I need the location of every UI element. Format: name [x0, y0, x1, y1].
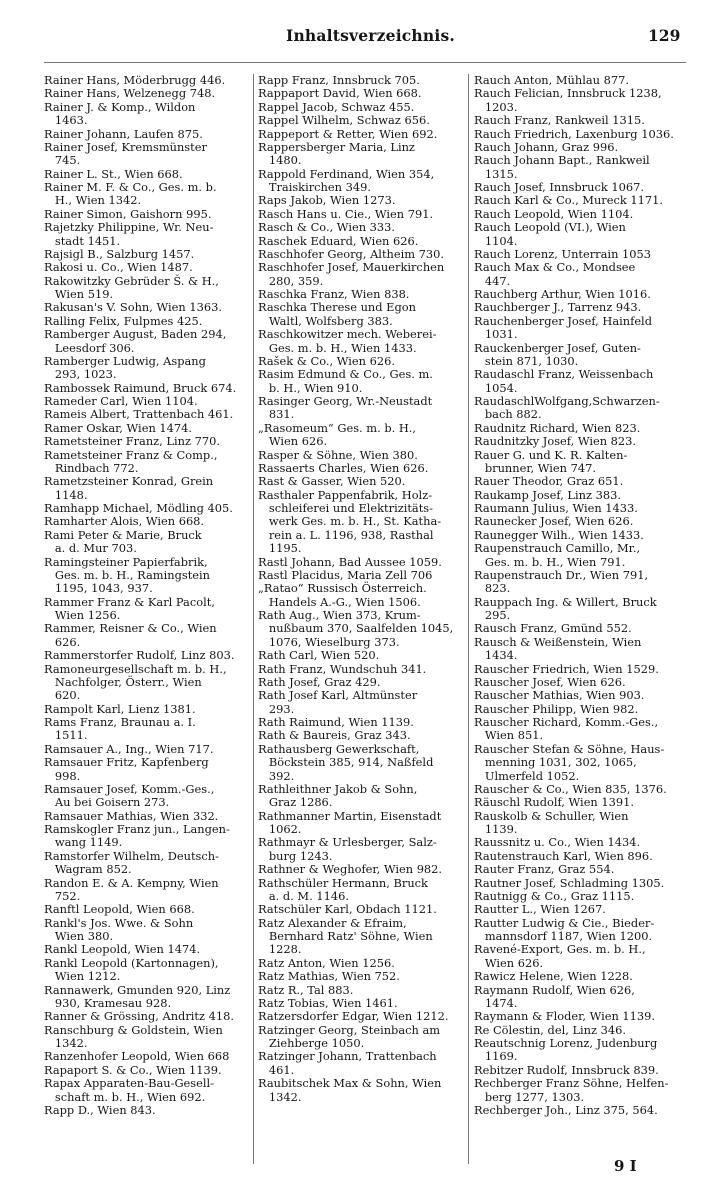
index-column-1: [44, 74, 247, 1162]
index-entry-line: 295.: [474, 608, 511, 622]
index-entry-line: schaft m. b. H., Wien 692.: [44, 1089, 206, 1104]
index-entry-line: 1203.: [474, 99, 518, 114]
index-entry-line: Rametzsteiner Konrad, Grein: [44, 474, 214, 489]
index-entry-line: Rauch Karl & Co., Mureck 1171.: [474, 193, 664, 208]
index-entry-line: Rawicz Helene, Wien 1228.: [474, 969, 633, 984]
column-divider-1: [253, 74, 254, 1164]
index-entry-line: Wagram 852.: [44, 862, 132, 877]
index-entry-line: Rappel Wilhelm, Schwaz 656.: [258, 113, 430, 128]
index-entry-line: Ratz Mathias, Wien 752.: [258, 969, 400, 984]
index-entry-line: Rathschüler Hermann, Bruck: [258, 875, 428, 890]
index-entry-line: burg 1243.: [258, 848, 333, 863]
index-entry-line: Rauchenberger Josef, Hainfeld: [474, 313, 652, 328]
index-entry-line: Ramstorfer Wilhelm, Deutsch-: [44, 848, 219, 863]
index-entry-line: Rathner & Weghofer, Wien 982.: [258, 862, 443, 877]
index-entry-line: Rakusan's V. Sohn, Wien 1363.: [44, 300, 222, 315]
index-entry-line: Rapp D., Wien 843.: [44, 1102, 156, 1117]
index-entry-line: Rath & Baureis, Graz 343.: [258, 728, 411, 743]
index-entry-line: 1062.: [258, 822, 302, 836]
index-entry-line: Raschek Eduard, Wien 626.: [258, 233, 419, 248]
index-entry-line: Rauch Max & Co., Mondsee: [474, 260, 636, 275]
index-entry-line: Au bei Goisern 273.: [44, 795, 170, 810]
index-entry-line: 293.: [258, 701, 295, 716]
index-entry-line: Räuschl Rudolf, Wien 1391.: [474, 795, 635, 810]
index-entry-line: Ges. m. b. H., Wien 1433.: [258, 340, 417, 355]
index-entry-line: a. d. M. 1146.: [258, 888, 349, 903]
index-entry-line: Rasch & Co., Wien 333.: [258, 220, 396, 235]
index-entry-line: Ramskogler Franz jun., Langen-: [44, 822, 230, 836]
index-entry-line: H., Wien 1342.: [44, 193, 142, 208]
index-entry-line: Ramhapp Michael, Mödling 405.: [44, 501, 233, 515]
index-entry-line: Rappeport & Retter, Wien 692.: [258, 126, 438, 141]
index-entry-line: Rauch Johann Bapt., Rankweil: [474, 153, 650, 168]
index-entry-line: Rauscher Richard, Komm.-Ges.,: [474, 715, 659, 729]
index-entry-line: Rathmayr & Urlesberger, Salz-: [258, 835, 437, 850]
index-entry-line: 461.: [258, 1062, 295, 1077]
index-entry-line: Rainer Johann, Laufen 875.: [44, 126, 203, 141]
index-entry-line: Raupenstrauch Dr., Wien 791,: [474, 567, 649, 582]
index-entry-line: 1511.: [44, 728, 88, 743]
index-entry-line: Ulmerfeld 1052.: [474, 768, 580, 783]
index-column-2: [258, 74, 461, 1162]
index-entry-line: Raschka Therese und Egon: [258, 300, 416, 315]
index-entry-line: 293, 1023.: [44, 367, 117, 382]
index-entry-line: 1480.: [258, 153, 302, 168]
index-entry-line: Rappel Jacob, Schwaz 455.: [258, 99, 415, 114]
index-entry-line: Ramsauer Fritz, Kapfenberg: [44, 755, 209, 770]
index-entry-line: Re Cölestin, del, Linz 346.: [474, 1022, 626, 1037]
index-entry-line: Ramsauer Josef, Komm.-Ges.,: [44, 781, 215, 796]
index-entry-line: Raymann Rudolf, Wien 626,: [474, 982, 635, 997]
index-entry-line: Rasch Hans u. Cie., Wien 791.: [258, 206, 434, 221]
index-entry-line: Ramer Oskar, Wien 1474.: [44, 420, 193, 435]
index-entry-line: Rameis Albert, Trattenbach 461.: [44, 407, 234, 422]
index-entry-line: Ratz Tobias, Wien 1461.: [258, 995, 398, 1010]
index-entry-line: Raps Jakob, Wien 1273.: [258, 193, 396, 208]
index-entry-line: Rath Carl, Wien 520.: [258, 648, 380, 663]
index-entry-line: Raudaschl Franz, Weissenbach: [474, 367, 654, 382]
index-entry-line: Rausch & Weißenstein, Wien: [474, 634, 642, 649]
index-entry-line: Rampolt Karl, Lienz 1381.: [44, 701, 196, 716]
index-entry-line: Rechberger Franz Söhne, Helfen-: [474, 1076, 669, 1091]
index-entry-line: Böckstein 385, 914, Naßfeld: [258, 755, 434, 770]
index-entry-line: Ramsauer A., Ing., Wien 717.: [44, 741, 214, 756]
index-entry-line: 752.: [44, 888, 81, 903]
index-entry-line: Rappaport David, Wien 668.: [258, 86, 422, 101]
index-entry-line: Raschka Franz, Wien 838.: [258, 287, 410, 301]
index-entry-line: 620.: [44, 688, 81, 703]
index-entry-line: Rauch Leopold, Wien 1104.: [474, 206, 634, 221]
index-entry-line: Bernhard Ratz' Söhne, Wien: [258, 929, 433, 943]
index-entry-line: 930, Kramesau 928.: [44, 995, 172, 1010]
index-entry-line: Rams Franz, Braunau a. I.: [44, 715, 196, 729]
index-entry-line: Rauch Franz, Rankweil 1315.: [474, 113, 645, 128]
index-entry-line: Ramingsteiner Papierfabrik,: [44, 554, 208, 569]
index-entry-line: 1195, 1043, 937.: [44, 581, 153, 596]
index-entry-line: Rammerstorfer Rudolf, Linz 803.: [44, 648, 235, 663]
index-entry-line: Rauscher & Co., Wien 835, 1376.: [474, 781, 667, 796]
index-entry-line: Leesdorf 306.: [44, 340, 135, 355]
index-entry-line: 280, 359.: [258, 273, 324, 288]
index-entry-line: Rautter Ludwig & Cie., Bieder-: [474, 915, 655, 930]
index-entry-line: Rameder Carl, Wien 1104.: [44, 394, 198, 408]
index-entry-line: Raschkowitzer mech. Weberei-: [258, 327, 437, 342]
index-entry-line: Rastl Placidus, Maria Zell 706: [258, 567, 433, 582]
index-entry-line: Rambossek Raimund, Bruck 674.: [44, 380, 237, 395]
index-entry-line: Rasper & Söhne, Wien 380.: [258, 447, 418, 462]
index-entry-line: Ramoneurgesellschaft m. b. H.,: [44, 661, 227, 676]
index-entry-line: Raudnitz Richard, Wien 823.: [474, 420, 641, 435]
index-entry-line: Rauch Josef, Innsbruck 1067.: [474, 180, 644, 194]
index-entry-line: Rakosi u. Co., Wien 1487.: [44, 260, 193, 275]
index-entry-line: Wien 626.: [258, 434, 328, 449]
index-entry-line: Rautenstrauch Karl, Wien 896.: [474, 848, 653, 863]
index-entry-line: Rauscher Josef, Wien 626.: [474, 674, 626, 689]
index-entry-line: Rauer Theodor, Graz 651.: [474, 474, 624, 489]
index-entry-line: Rauch Friedrich, Laxenburg 1036.: [474, 126, 674, 141]
index-entry-line: Ranftl Leopold, Wien 668.: [44, 902, 195, 917]
index-entry-line: Rauch Felician, Innsbruck 1238,: [474, 86, 662, 101]
index-entry-line: Raymann & Floder, Wien 1139.: [474, 1009, 656, 1024]
index-entry-line: nußbaum 370, Saalfelden 1045,: [258, 621, 454, 636]
index-entry-line: 1474.: [474, 995, 518, 1010]
index-entry-line: Rakowitzky Gebrüder Š. & H.,: [44, 273, 219, 288]
index-entry-line: Rajetzky Philippine, Wr. Neu-: [44, 220, 214, 235]
index-entry-line: Rappold Ferdinand, Wien 354,: [258, 166, 435, 181]
index-entry-line: 1195.: [258, 541, 302, 556]
index-entry-line: Rasim Edmund & Co., Ges. m.: [258, 367, 433, 382]
index-entry-line: Rauch Leopold (VI.), Wien: [474, 220, 626, 235]
index-entry-line: 1139.: [474, 822, 518, 836]
index-entry-line: Reautschnig Lorenz, Judenburg: [474, 1036, 658, 1050]
index-entry-line: Raubitschek Max & Sohn, Wien: [258, 1076, 442, 1091]
index-entry-line: Rathleithner Jakob & Sohn,: [258, 781, 418, 796]
index-entry-line: Rainer Josef, Kremsmünster: [44, 139, 207, 154]
index-entry-line: Rappersberger Maria, Linz: [258, 139, 415, 154]
index-entry-line: Raussnitz u. Co., Wien 1434.: [474, 835, 641, 850]
index-entry-line: Ramsauer Mathias, Wien 332.: [44, 808, 219, 823]
index-entry-line: Ratzinger Johann, Trattenbach: [258, 1049, 437, 1064]
index-entry-line: Rašek & Co., Wien 626.: [258, 353, 395, 368]
index-entry-line: Rasthaler Pappenfabrik, Holz-: [258, 487, 433, 502]
index-entry-line: Ratz Anton, Wien 1256.: [258, 955, 395, 970]
index-entry-line: brunner, Wien 747.: [474, 460, 596, 475]
index-entry-line: Raschhofer Georg, Altheim 730.: [258, 246, 445, 261]
index-entry-line: stein 871, 1030.: [474, 353, 579, 368]
index-entry-line: Rast & Gasser, Wien 520.: [258, 474, 406, 489]
index-entry-line: Rauch Lorenz, Unterrain 1053: [474, 246, 652, 261]
page-number: 129: [648, 26, 681, 45]
index-entry-line: Randon E. & A. Kempny, Wien: [44, 875, 219, 890]
index-entry-line: Rainer J. & Komp., Wildon: [44, 99, 196, 114]
index-entry-line: Rankl Leopold (Kartonnagen),: [44, 955, 219, 970]
index-entry-line: Rauch Anton, Mühlau 877.: [474, 74, 629, 87]
index-entry-line: 1031.: [474, 327, 518, 342]
index-entry-line: Rathmanner Martin, Eisenstadt: [258, 808, 442, 823]
index-entry-line: 1434.: [474, 648, 518, 663]
index-entry-line: Wien 851.: [474, 728, 544, 743]
index-entry-line: Rath Josef, Graz 429.: [258, 674, 381, 689]
index-entry-line: Rath Aug., Wien 373, Krum-: [258, 608, 421, 622]
index-entry-line: RaudaschlWolfgang,Schwarzen-: [474, 394, 660, 408]
index-entry-line: Raunecker Josef, Wien 626.: [474, 514, 634, 529]
index-entry-line: Handels A.-G., Wien 1506.: [258, 594, 421, 609]
index-entry-line: Rechberger Joh., Linz 375, 564.: [474, 1102, 658, 1117]
index-entry-line: Rauscher Philipp, Wien 982.: [474, 701, 639, 716]
index-entry-line: Ravené-Export, Ges. m. b. H.,: [474, 942, 646, 957]
index-entry-line: Rauscher Mathias, Wien 903.: [474, 688, 645, 703]
index-entry-line: Rapaport S. & Co., Wien 1139.: [44, 1062, 222, 1077]
index-entry-line: Rainer M. F. & Co., Ges. m. b.: [44, 180, 217, 194]
index-entry-line: Rautter L., Wien 1267.: [474, 902, 606, 917]
index-entry-line: Rauskolb & Schuller, Wien: [474, 808, 629, 823]
index-entry-line: Rannawerk, Gmunden 920, Linz: [44, 982, 231, 997]
index-entry-line: menning 1031, 302, 1065,: [474, 755, 637, 770]
index-entry-line: Rebitzer Rudolf, Innsbruck 839.: [474, 1062, 659, 1077]
index-entry-line: 1342.: [258, 1089, 302, 1104]
index-entry-line: Waltl, Wolfsberg 383.: [258, 313, 393, 328]
index-entry-line: Traiskirchen 349.: [258, 180, 371, 194]
index-entry-line: 1315.: [474, 166, 518, 181]
index-entry-line: Ranner & Grössing, Andritz 418.: [44, 1009, 234, 1024]
index-entry-line: Ralling Felix, Fulpmes 425.: [44, 313, 203, 328]
index-entry-line: 447.: [474, 273, 511, 288]
index-entry-line: 1076, Wieselburg 373.: [258, 634, 400, 649]
index-entry-line: Rath Franz, Wundschuh 341.: [258, 661, 427, 676]
index-entry-line: Raudnitzky Josef, Wien 823.: [474, 434, 637, 449]
index-entry-line: Raukamp Josef, Linz 383.: [474, 487, 621, 502]
index-entry-line: Ratzinger Georg, Steinbach am: [258, 1022, 441, 1037]
index-entry-line: Rath Raimund, Wien 1139.: [258, 715, 414, 729]
index-entry-line: 1054.: [474, 380, 518, 395]
index-entry-line: Wien 626.: [474, 955, 544, 970]
index-entry-line: werk Ges. m. b. H., St. Katha-: [258, 514, 442, 529]
index-entry-line: Ges. m. b. H., Wien 791.: [474, 554, 626, 569]
index-entry-line: 831.: [258, 407, 295, 422]
index-entry-line: Rauckenberger Josef, Guten-: [474, 340, 641, 355]
index-entry-line: 1169.: [474, 1049, 518, 1064]
index-entry-line: Rami Peter & Marie, Bruck: [44, 527, 202, 542]
column-divider-2: [468, 74, 469, 1164]
index-entry-line: 745.: [44, 153, 81, 168]
index-entry-line: Raupenstrauch Camillo, Mr.,: [474, 541, 641, 556]
index-entry-line: 1463.: [44, 113, 88, 128]
index-entry-line: Rautner Josef, Schladming 1305.: [474, 875, 665, 890]
index-entry-line: Raschhofer Josef, Mauerkirchen: [258, 260, 445, 275]
index-entry-line: a. d. Mur 703.: [44, 541, 137, 556]
header-rule: [44, 62, 686, 63]
index-entry-line: Rankl's Jos. Wwe. & Sohn: [44, 915, 194, 930]
index-entry-line: Rauchberg Arthur, Wien 1016.: [474, 287, 651, 301]
index-entry-line: Rauppach Ing. & Willert, Bruck: [474, 594, 657, 609]
index-entry-line: Rauer G. und K. R. Kalten-: [474, 447, 628, 462]
index-entry-line: Ratschüler Karl, Obdach 1121.: [258, 902, 437, 917]
index-entry-line: Rammer Franz & Karl Pacolt,: [44, 594, 215, 609]
page-header: [0, 26, 721, 56]
index-entry-line: Wien 1212.: [44, 969, 121, 984]
index-entry-line: Rastl Johann, Bad Aussee 1059.: [258, 554, 442, 569]
index-entry-line: Rametsteiner Franz, Linz 770.: [44, 434, 220, 449]
index-entry-line: Rautnigg & Co., Graz 1115.: [474, 888, 635, 903]
index-entry-line: 626.: [44, 634, 81, 649]
index-entry-line: Rapax Apparaten-Bau-Gesell-: [44, 1076, 215, 1091]
index-entry-line: Rajsigl B., Salzburg 1457.: [44, 246, 195, 261]
index-entry-line: Ramberger August, Baden 294,: [44, 327, 227, 342]
index-entry-line: wang 1149.: [44, 835, 123, 850]
index-entry-line: Rauter Franz, Graz 554.: [474, 862, 615, 877]
index-entry-line: rein a. L. 1196, 938, Rasthal: [258, 527, 434, 542]
index-entry-line: Rainer Simon, Gaishorn 995.: [44, 206, 212, 221]
index-entry-line: 1228.: [258, 942, 302, 957]
index-entry-line: Wien 519.: [44, 287, 114, 301]
index-entry-line: berg 1277, 1303.: [474, 1089, 585, 1104]
index-entry-line: 1148.: [44, 487, 88, 502]
index-entry-line: Rapp Franz, Innsbruck 705.: [258, 74, 420, 87]
index-entry-line: 998.: [44, 768, 81, 783]
index-entry-line: Ratz R., Tal 883.: [258, 982, 354, 997]
index-entry-line: Ziehberge 1050.: [258, 1036, 365, 1050]
index-entry-line: „Rasomeum“ Ges. m. b. H.,: [258, 420, 417, 435]
index-entry-line: 392.: [258, 768, 295, 783]
index-entry-line: Rauscher Stefan & Söhne, Haus-: [474, 741, 665, 756]
index-entry-line: Ranzenhofer Leopold, Wien 668: [44, 1049, 230, 1064]
index-entry-line: „Ratao“ Russisch Österreich.: [258, 581, 427, 596]
index-entry-line: Rindbach 772.: [44, 460, 139, 475]
index-entry-line: Rasinger Georg, Wr.-Neustadt: [258, 394, 433, 408]
index-entry-line: Rauscher Friedrich, Wien 1529.: [474, 661, 659, 676]
index-entry-line: Rausch Franz, Gmünd 552.: [474, 621, 632, 636]
index-entry-line: Ranschburg & Goldstein, Wien: [44, 1022, 223, 1037]
index-entry-line: 1342.: [44, 1036, 88, 1050]
index-entry-line: Ratz Alexander & Efraim,: [258, 915, 407, 930]
index-entry-line: Wien 380.: [44, 929, 114, 943]
index-entry-line: 1104.: [474, 233, 518, 248]
index-entry-line: Rauchberger J., Tarrenz 943.: [474, 300, 642, 315]
index-entry-line: mannsdorf 1187, Wien 1200.: [474, 929, 653, 943]
index-entry-line: b. H., Wien 910.: [258, 380, 363, 395]
index-entry-line: Ramberger Ludwig, Aspang: [44, 353, 206, 368]
index-entry-line: 823.: [474, 581, 511, 596]
index-entry-line: Graz 1286.: [258, 795, 333, 810]
index-entry-line: Rainer Hans, Möderbrugg 446.: [44, 74, 226, 87]
index-entry-line: schleiferei und Elektrizitäts-: [258, 501, 433, 515]
index-entry-line: Rathausberg Gewerkschaft,: [258, 741, 420, 756]
index-entry-line: Ramharter Alois, Wien 668.: [44, 514, 205, 529]
index-entry-line: Rainer L. St., Wien 668.: [44, 166, 183, 181]
index-entry-line: Rammer, Reisner & Co., Wien: [44, 621, 217, 636]
index-entry-line: stadt 1451.: [44, 233, 121, 248]
index-entry-line: Nachfolger, Österr., Wien: [44, 674, 202, 689]
printer-signature: 9 I: [614, 1157, 637, 1175]
index-entry-line: Rainer Hans, Welzenegg 748.: [44, 86, 216, 101]
index-entry-line: Rauch Johann, Graz 996.: [474, 139, 619, 154]
index-entry-line: Rath Josef Karl, Altmünster: [258, 688, 418, 703]
index-entry-line: Wien 1256.: [44, 608, 121, 622]
index-entry-line: Rametsteiner Franz & Comp.,: [44, 447, 218, 462]
index-entry-line: Rassaerts Charles, Wien 626.: [258, 460, 429, 475]
index-entry-line: bach 882.: [474, 407, 542, 422]
index-entry-line: Ges. m. b. H., Ramingstein: [44, 567, 211, 582]
index-entry-line: Rankl Leopold, Wien 1474.: [44, 942, 201, 957]
index-entry-line: Ratzersdorfer Edgar, Wien 1212.: [258, 1009, 449, 1024]
running-title: Inhaltsverzeichnis.: [286, 26, 455, 45]
index-entry-line: Raumann Julius, Wien 1433.: [474, 501, 638, 515]
index-entry-line: Raunegger Wilh., Wien 1433.: [474, 527, 644, 542]
index-column-3: [474, 74, 677, 1162]
